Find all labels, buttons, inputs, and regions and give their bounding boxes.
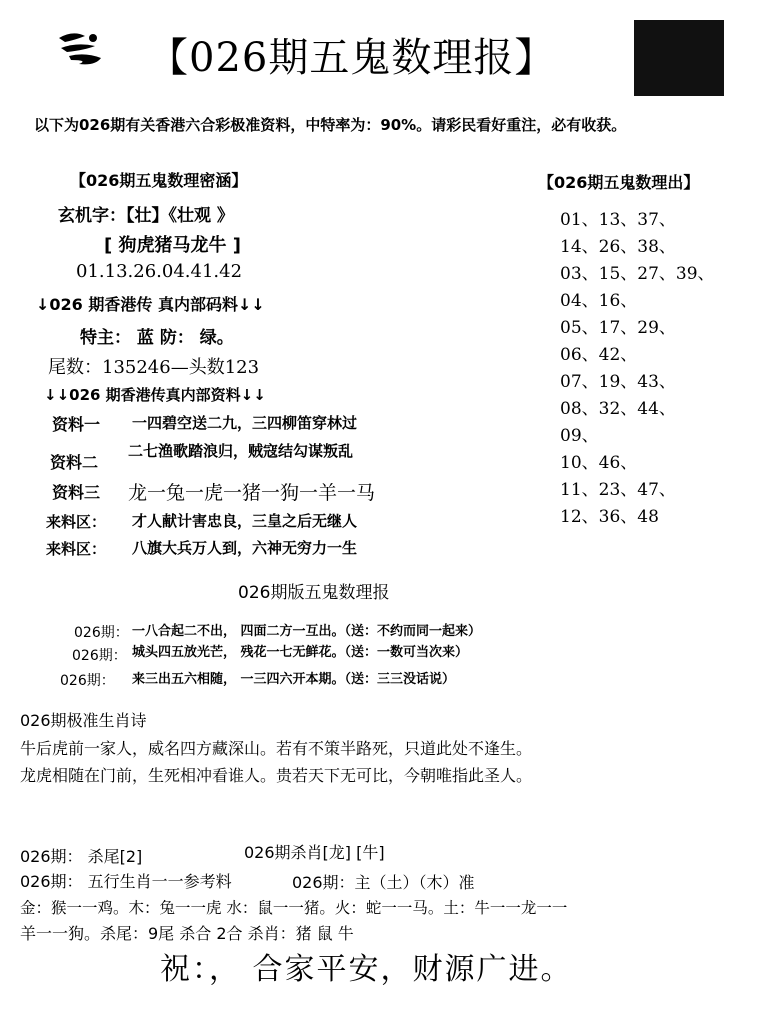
list-item: 06、42、 bbox=[560, 345, 638, 365]
list-item: 03、15、27、39、 bbox=[560, 264, 715, 284]
item-label: 资料二 bbox=[50, 453, 99, 472]
list-item: 10、46、 bbox=[560, 453, 638, 473]
poem-line: 龙虎相随在门前，生死相冲看谁人。贵若天下无可比，今朝唯指此圣人。 bbox=[20, 766, 533, 785]
poem-line: 牛后虎前一家人，威名四方藏深山。若有不策半路死，只道此处不逢生。 bbox=[20, 739, 533, 758]
middle-prefix: 026期： bbox=[72, 648, 127, 664]
left-section-title: 【026期五鬼数理密涵】 bbox=[70, 171, 248, 190]
data-title: ↓↓026 期香港传真内部资料↓↓ bbox=[44, 386, 266, 404]
item-text: 八旗大兵万人到，六神无穷力一生 bbox=[132, 539, 358, 557]
special-line: 特主： 蓝 防： 绿。 bbox=[80, 328, 234, 348]
right-section-title: 【026期五鬼数理出】 bbox=[538, 173, 700, 192]
middle-line: 来三出五六相随， 一三四六开本期。（送：三三没话说） bbox=[132, 672, 456, 687]
poem-title: 026期极准生肖诗 bbox=[20, 711, 147, 730]
list-item: 05、17、29、 bbox=[560, 318, 676, 338]
black-stamp bbox=[634, 20, 724, 96]
list-item: 14、26、38、 bbox=[560, 237, 676, 257]
middle-title: 026期版五鬼数理报 bbox=[238, 583, 390, 603]
middle-line: 城头四五放光芒， 残花一七无鲜花。（送：一数可当次来） bbox=[132, 645, 469, 660]
list-item: 01、13、37、 bbox=[560, 210, 676, 230]
item-label: 资料三 bbox=[52, 483, 101, 502]
page-title: 【026期五鬼数理报】 bbox=[148, 35, 556, 81]
number-list bbox=[560, 205, 750, 535]
item-text: 一四碧空送二九，三四柳笛穿林过 bbox=[132, 414, 358, 432]
kill-zodiac: 026期杀肖[龙] [牛] bbox=[244, 843, 385, 862]
item-text: 二七渔歌踏浪归，贼寇结勾谋叛乱 bbox=[128, 442, 354, 460]
item-label: 来料区： bbox=[46, 513, 107, 531]
item-text: 龙一兔一虎一猪一狗一羊一马 bbox=[128, 482, 376, 504]
middle-prefix: 026期： bbox=[74, 625, 129, 641]
item-text: 才人献计害忠良，三皇之后无继人 bbox=[132, 512, 358, 530]
five-elements: 026期： 五行生肖一一参考料 bbox=[20, 872, 232, 891]
elements-line: 羊一一狗。杀尾：9尾 杀合 2合 杀肖：猪 鼠 牛 bbox=[20, 924, 354, 943]
item-label: 来料区： bbox=[46, 540, 107, 558]
xuanji-line: 玄机字：【壮】《壮观 》 bbox=[58, 206, 234, 226]
logo bbox=[55, 28, 107, 70]
list-item: 07、19、43、 bbox=[560, 372, 676, 392]
intro-text: 以下为026期有关香港六合彩极准资料，中特率为：90%。请彩民看好重注，必有收获。 bbox=[34, 116, 627, 134]
list-item: 04、16、 bbox=[560, 291, 638, 311]
tail-line: 尾数：135246—头数123 bbox=[48, 357, 260, 378]
middle-prefix: 026期： bbox=[60, 673, 115, 689]
middle-line: 一八合起二不出， 四面二方一互出。（送：不约而同一起来） bbox=[132, 624, 482, 639]
list-item: 08、32、44、 bbox=[560, 399, 676, 419]
logo-brush-icon bbox=[55, 28, 107, 70]
insider-title: ↓026 期香港传 真内部码料↓↓ bbox=[36, 295, 265, 314]
list-item: 11、23、47、 bbox=[560, 480, 676, 500]
list-item: 12、36、48 bbox=[560, 507, 659, 527]
numbers-line: 01.13.26.04.41.42 bbox=[76, 261, 243, 282]
animals-line: [ 狗虎猪马龙牛 ] bbox=[104, 235, 241, 256]
kill-tail: 026期： 杀尾[2] bbox=[20, 847, 143, 866]
list-item: 09、 bbox=[560, 426, 599, 446]
main-element: 026期：主（土）（木）准 bbox=[292, 873, 475, 892]
blessing: 祝：， 合家平安，财源广进。 bbox=[160, 952, 573, 987]
elements-line: 金：猴一一鸡。木：兔一一虎 水：鼠一一猪。火：蛇一一马。土：牛一一龙一一 bbox=[20, 899, 568, 917]
item-label: 资料一 bbox=[52, 415, 101, 434]
